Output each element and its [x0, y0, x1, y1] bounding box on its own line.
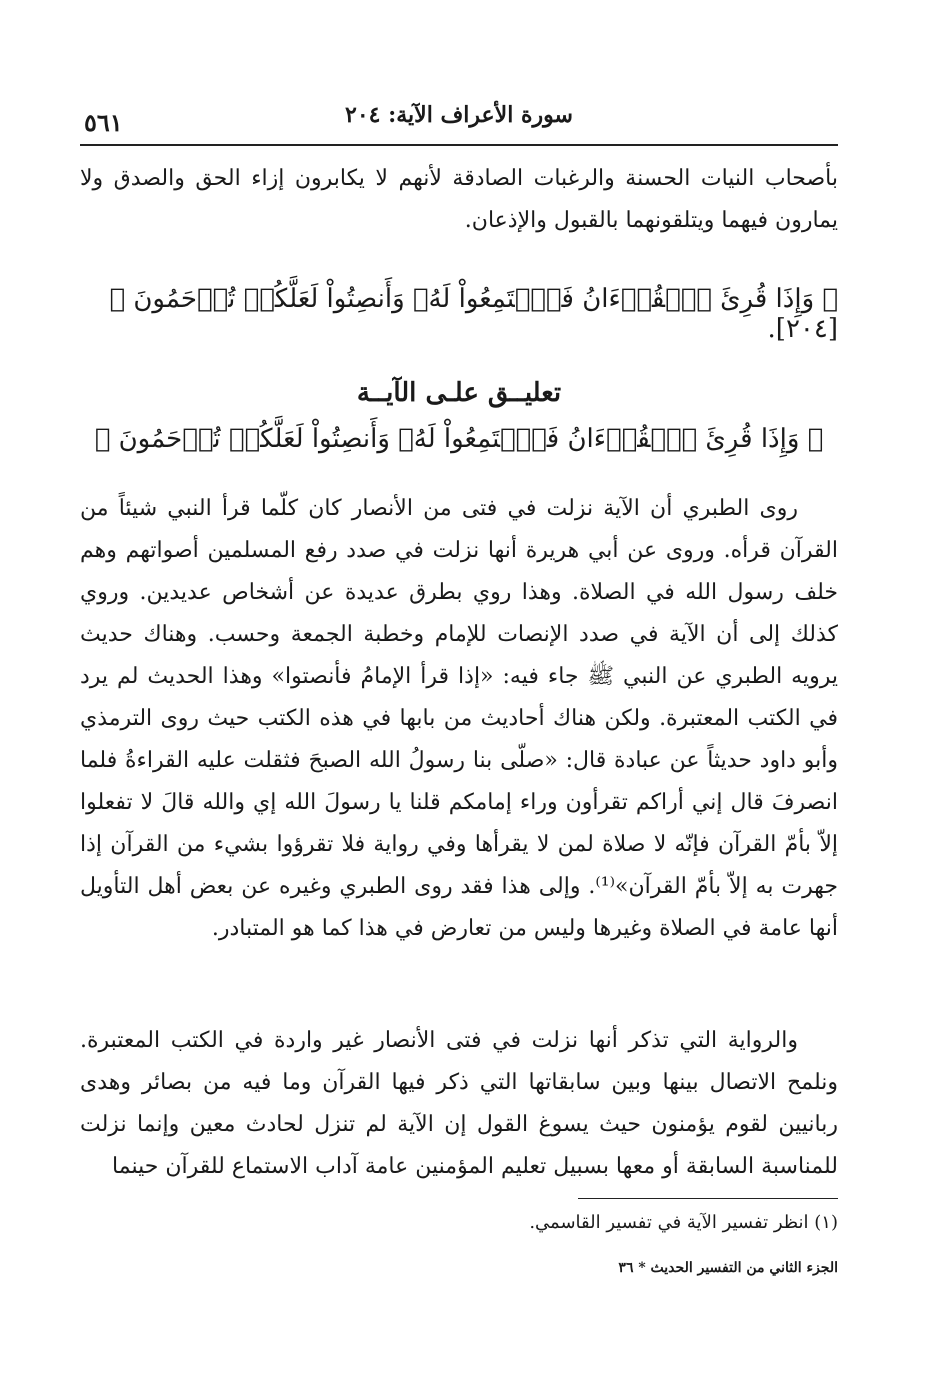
commentary-paragraph-2: والرواية التي تذكر أنها نزلت في فتى الأنصار غير واردة في الكتب المعتبرة. ونلمح الاتصال بينها وبين سابقاتها التي ذكر فيها القرآن وما فيه من بصائر وهدى ربانيين لقوم يؤمنون حيث يسوغ القول إن الآية لم تنزل لحادث معين وإنما نزلت للمناسبة السابقة أو معها بسبيل تعليم المؤمنين عامة آداب الاستماع للقرآن حينما [80, 1028, 838, 1179]
section-heading: تعليــق علـى الآيــة [356, 378, 562, 408]
page-header [80, 100, 838, 146]
running-title: سورة الأعراف الآية: ٢٠٤ [345, 102, 573, 128]
commentary-paragraph-1: روى الطبري أن الآية نزلت في فتى من الأنصار كان كلّما قرأ النبي شيئاً من القرآن قرأه. وروى عن أبي هريرة أنها نزلت في صدد رفع المسلمين أصواتهم وهم خلف رسول الله في الصلاة. وهذا روي بطرق عديدة عن أشخاص عديدين. وروي كذلك إلى أن الآية في صدد الإنصات للإمام وخطبة الجمعة وحسب. وهناك حديث يرويه الطبري عن النبي ﷺ جاء فيه: «إذا قرأ الإمامُ فأنصتوا» وهذا الحديث لم يرد في الكتب المعتبرة. ولكن هناك أحاديث من بابها في هذه الكتب حيث روى الترمذي وأبو داود حديثاً عن عبادة قال: «صلّى بنا رسولُ الله الصبحَ فثقلت عليه القراءةُ فلما انصرفَ قال إني أراكم تقرأون وراء إمامكم قلنا يا رسولَ الله إي والله قالَ لا تفعلوا إلاّ بأمّ القرآن فإنّه لا صلاة لمن لا يقرأها وفي رواية فلا تقرؤوا بشيء من القرآن إذا جهرت به إلاّ بأمّ القرآن»⁽¹⁾. وإلى هذا فقد روى الطبري وغيره عن بعض أهل التأويل أنها عامة في الصلاة وغيرها وليس من تعارض في هذا كما هو المتبادر. [80, 496, 838, 941]
signature-line: الجزء الثاني من التفسير الحديث * ٣٦ [618, 1260, 838, 1276]
section-verse: ﴿ وَإِذَا قُرِئَ ٱلۡقُرۡءَانُ فَٱسۡتَمِعُواْ لَهُۥ وَأَنصِتُواْ لَعَلَّكُمۡ تُرۡحَمُونَ ﴾ [94, 424, 824, 454]
footnote: (١) انظر تفسير الآية في تفسير القاسمي. [529, 1212, 838, 1233]
page-number: ٥٦١ [84, 108, 123, 137]
quran-verse: ﴿ وَإِذَا قُرِئَ ٱلۡقُرۡءَانُ فَٱسۡتَمِعُواْ لَهُۥ وَأَنصِتُواْ لَعَلَّكُمۡ تُرۡحَمُونَ ﴾ [٢٠٤]. [109, 284, 838, 344]
intro-paragraph: بأصحاب النيات الحسنة والرغبات الصادقة لأنهم لا يكابرون إزاء الحق والصدق ولا يمارون فيهما ويتلقونهما بالقبول والإذعان. [80, 166, 838, 233]
footnote-divider [578, 1198, 838, 1199]
